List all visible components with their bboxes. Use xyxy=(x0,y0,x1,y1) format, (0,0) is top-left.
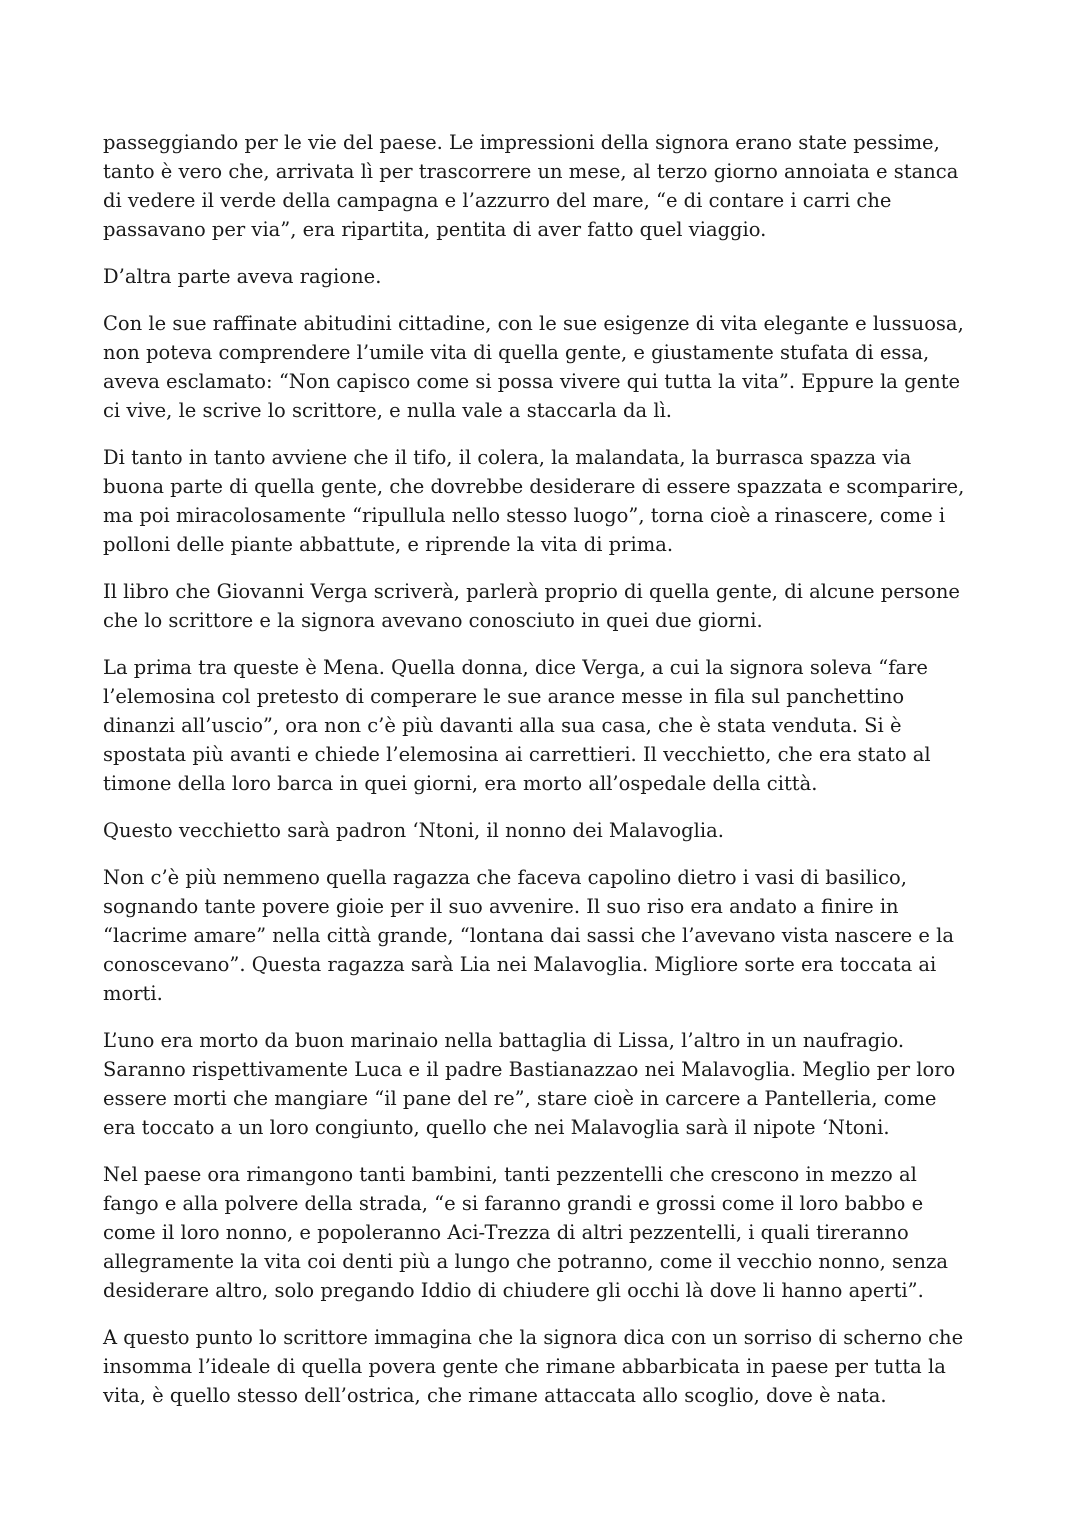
paragraph: Non c’è più nemmeno quella ragazza che faceva capolino dietro i vasi di basilico, sognando tante povere gioie per il suo avvenire. Il suo riso era andato a finire in “lacrime amare” nella città grande, “lontana dai sassi che l’avevano vista nascere e la conoscevano”. Questa ragazza sarà Lia nei Malavoglia. Migliore sorte era toccata ai morti. xyxy=(103,866,954,1005)
paragraph: Nel paese ora rimangono tanti bambini, tanti pezzentelli che crescono in mezzo al fango e alla polvere della strada, “e si faranno grandi e grossi come il loro babbo e come il loro nonno, e popoleranno Aci-Trezza di altri pezzentelli, i quali tireranno allegramente la vita coi denti più a lungo che potranno, come il vecchio nonno, senza desiderare altro, solo pregando Iddio di chiudere gli occhi là dove li hanno aperti”. xyxy=(103,1163,948,1302)
paragraph: A questo punto lo scrittore immagina che la signora dica con un sorriso di scherno che insomma l’ideale di quella povera gente che rimane abbarbicata in paese per tutta la vita, è quello stesso dell’ostrica, che rimane attaccata allo scoglio, dove è nata. xyxy=(103,1326,964,1407)
paragraph: Questo vecchietto sarà padron ‘Ntoni, il nonno dei Malavoglia. xyxy=(103,819,724,842)
paragraph: Con le sue raffinate abitudini cittadine, con le sue esigenze di vita elegante e lussuosa, non poteva comprendere l’umile vita di quella gente, e giustamente stufata di essa, aveva esclamato: “Non capisco come si possa vivere qui tutta la vita”. Eppure la gente ci vive, le scrive lo scrittore, e nulla vale a staccarla da lì. xyxy=(103,312,964,422)
paragraph: Di tanto in tanto avviene che il tifo, il colera, la malandata, la burrasca spazza via buona parte di quella gente, che dovrebbe desiderare di essere spazzata e scomparire, ma poi miracolosamente “ripullula nello stesso luogo”, torna cioè a rinascere, come i polloni delle piante abbattute, e riprende la vita di prima. xyxy=(103,446,965,556)
document-body xyxy=(103,128,973,1428)
paragraph: D’altra parte aveva ragione. xyxy=(103,265,382,288)
paragraph: La prima tra queste è Mena. Quella donna, dice Verga, a cui la signora soleva “fare l’elemosina col pretesto di comperare le sue arance messe in fila sul panchettino dinanzi all’uscio”, ora non c’è più davanti alla sua casa, che è stata venduta. Si è spostata più avanti e chiede l’elemosina ai carrettieri. Il vecchietto, che era stato al timone della loro barca in quei giorni, era morto all’ospedale della città. xyxy=(103,656,931,795)
paragraph: passeggiando per le vie del paese. Le impressioni della signora erano state pessime, tanto è vero che, arrivata lì per trascorrere un mese, al terzo giorno annoiata e stanca di vedere il verde della campagna e l’azzurro del mare, “e di contare i carri che passavano per via”, era ripartita, pentita di aver fatto quel viaggio. xyxy=(103,131,959,241)
paragraph: L’uno era morto da buon marinaio nella battaglia di Lissa, l’altro in un naufragio. Saranno rispettivamente Luca e il padre Bastianazzao nei Malavoglia. Meglio per loro essere morti che mangiare “il pane del re”, stare cioè in carcere a Pantelleria, come era toccato a un loro congiunto, quello che nei Malavoglia sarà il nipote ‘Ntoni. xyxy=(103,1029,956,1139)
paragraph: Il libro che Giovanni Verga scriverà, parlerà proprio di quella gente, di alcune persone che lo scrittore e la signora avevano conosciuto in quei due giorni. xyxy=(103,580,960,632)
